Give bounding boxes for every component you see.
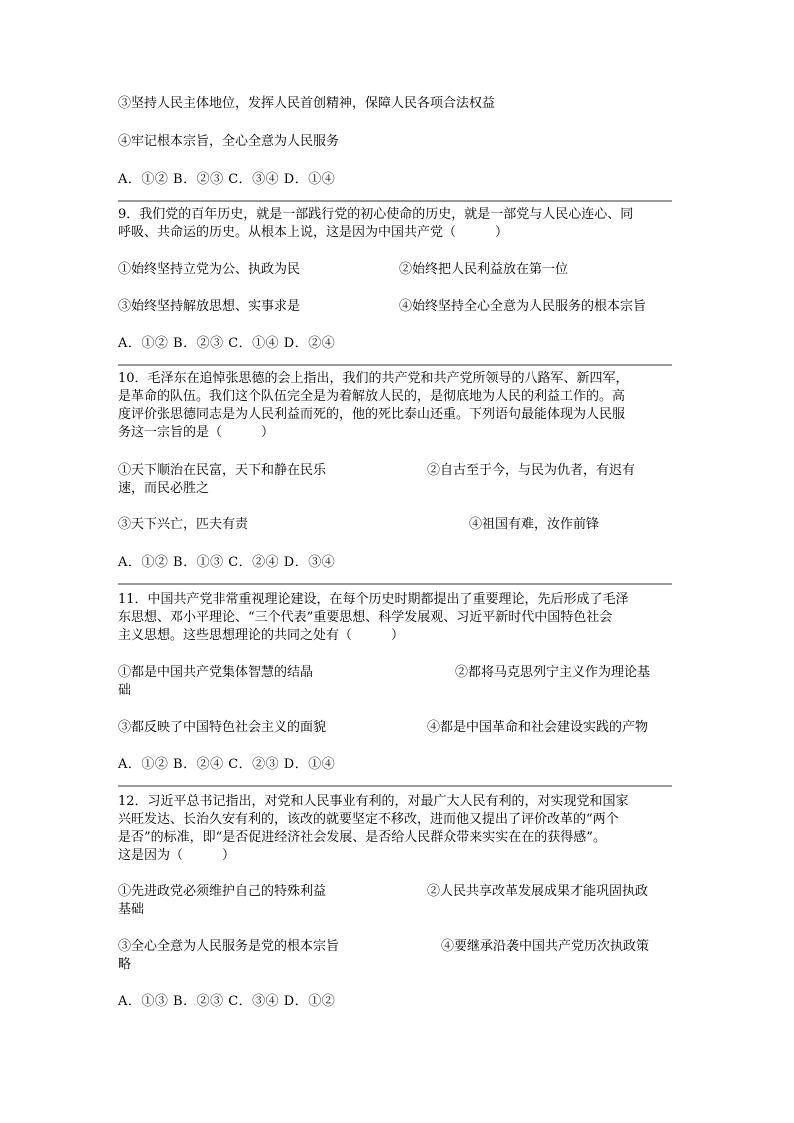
q12-option-4: ④要继承沿袭中国共产党历次执政策 xyxy=(441,939,650,954)
q11-option-4: ④都是中国革命和社会建设实践的产物 xyxy=(427,720,649,735)
q10-stem-line-4: 务这一宗旨的是（ ） xyxy=(118,425,275,440)
q8-option-3: ③坚持人民主体地位，发挥人民首创精神，保障人民各项合法权益 xyxy=(118,96,496,111)
q9-stem-line-2: 呼吸、共命运的历史。从根本上说，这是因为中国共产党（ ） xyxy=(118,225,509,240)
q10-option-3: ③天下兴亡，匹夫有责 xyxy=(118,517,249,532)
q9-option-4: ④始终坚持全心全意为人民服务的根本宗旨 xyxy=(399,299,647,314)
q11-stem-line-1: 11．中国共产党非常重视理论建设，在每个历史时期都提出了重要理论，先后形成了毛泽 xyxy=(118,592,629,607)
q10-option-4: ④祖国有难，汝作前锋 xyxy=(469,517,600,532)
q12-answer-choices: A．①③ B．②③ C．③④ D．①② xyxy=(118,994,336,1009)
q12-stem-line-2: 兴旺发达、长治久安有利的，该改的就要坚定不移改，进而他又提出了评价改革的“两个 xyxy=(118,812,619,827)
q10-stem-line-1: 10．毛泽东在追悼张思德的会上指出，我们的共产党和共产党所领导的八路军、新四军， xyxy=(118,371,629,386)
q12-option-3: ③全心全意为人民服务是党的根本宗旨 xyxy=(118,939,340,954)
q9-stem-line-1: 9．我们党的百年历史，就是一部践行党的初心使命的历史，就是一部党与人民心连心、同 xyxy=(118,207,634,222)
q9-option-1: ①始终坚持立党为公、执政为民 xyxy=(118,262,301,277)
q9-answer-choices: A．①② B．②③ C．①④ D．②④ xyxy=(118,336,336,351)
q11-option-2: ②都将马克思列宁主义作为理论基 xyxy=(455,665,651,680)
q12-stem-line-4: 这是因为（ ） xyxy=(118,848,236,863)
q12-option-2: ②人民共享改革发展成果才能巩固执政 xyxy=(427,884,649,899)
q12-stem-line-3: 是否”的标准，即“是否促进经济社会发展、是否给人民群众带来实实在在的获得感”。 xyxy=(118,830,606,845)
q10-stem-line-2: 是革命的队伍。我们这个队伍完全是为着解放人民的，是彻底地为人民的利益工作的。高 xyxy=(118,389,626,404)
q10-option-1: ①天下顺治在民富，天下和静在民乐 xyxy=(118,463,327,478)
q9-option-2: ②始终把人民利益放在第一位 xyxy=(399,262,569,277)
q11-option-2-cont: 础 xyxy=(118,683,132,698)
question-separator xyxy=(118,583,672,585)
q11-option-3: ③都反映了中国特色社会主义的面貌 xyxy=(118,720,327,735)
q12-option-4-cont: 略 xyxy=(118,957,132,972)
q10-option-2-cont: 速，而民必胜之 xyxy=(118,481,210,496)
q8-answer-choices: A．①② B．②③ C．③④ D．①④ xyxy=(118,172,336,187)
q12-option-2-cont: 基础 xyxy=(118,902,145,917)
q12-option-1: ①先进政党必须维护自己的特殊利益 xyxy=(118,884,327,899)
q11-stem-line-3: 主义思想。这些思想理论的共同之处有（ ） xyxy=(118,628,405,643)
question-separator xyxy=(118,200,672,202)
q11-answer-choices: A．①② B．②④ C．②③ D．①④ xyxy=(118,757,336,772)
q12-stem-line-1: 12．习近平总书记指出，对党和人民事业有利的，对最广大人民有利的，对实现党和国家 xyxy=(118,794,629,809)
q10-stem-line-3: 度评价张思德同志是为人民利益而死的，他的死比泰山还重。下列语句最能体现为人民服 xyxy=(118,407,626,422)
q9-option-3: ③始终坚持解放思想、实事求是 xyxy=(118,299,301,314)
q8-option-4: ④牢记根本宗旨，全心全意为人民服务 xyxy=(118,134,340,149)
q11-stem-line-2: 东思想、邓小平理论、“三个代表”重要思想、科学发展观、习近平新时代中国特色社会 xyxy=(118,610,613,625)
q11-option-1: ①都是中国共产党集体智慧的结晶 xyxy=(118,665,314,680)
question-separator xyxy=(118,785,672,787)
question-separator xyxy=(118,364,672,366)
q10-answer-choices: A．①② B．①③ C．②④ D．③④ xyxy=(118,555,336,570)
q10-option-2: ②自古至于今，与民为仇者，有迟有 xyxy=(427,463,636,478)
